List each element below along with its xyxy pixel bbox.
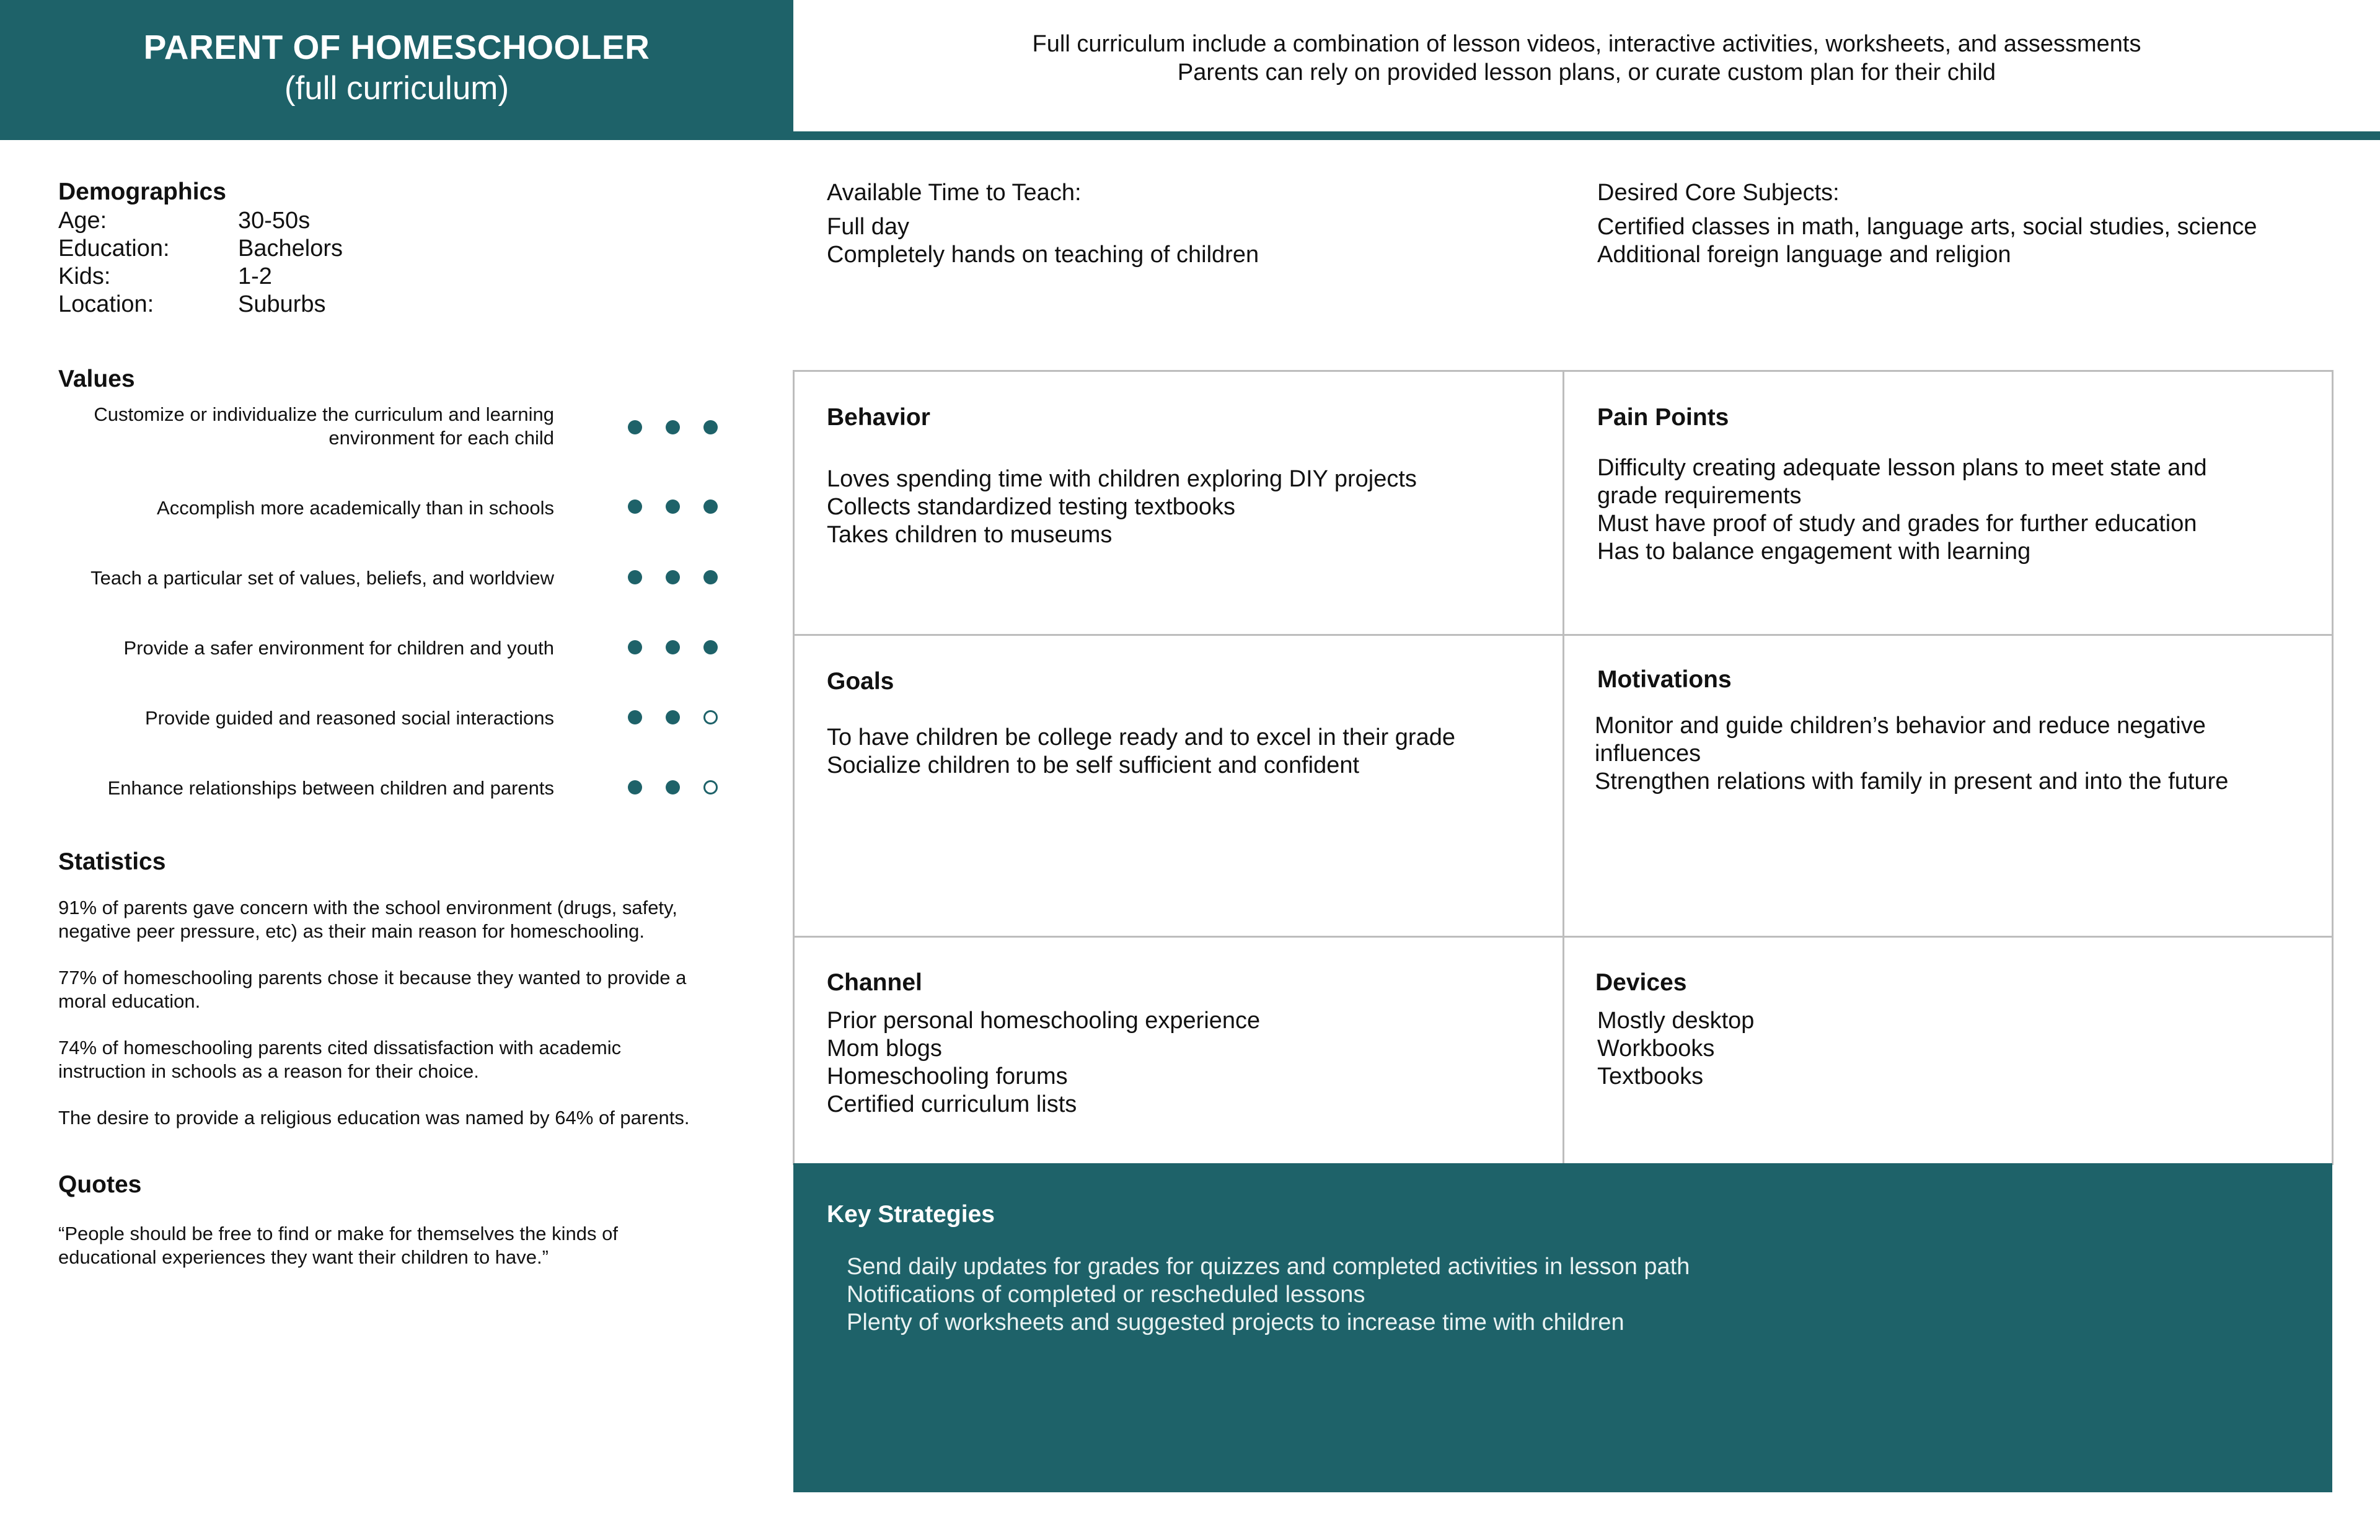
header-description-line: Parents can rely on provided lesson plans, or curate custom plan for their child <box>1177 59 1996 86</box>
rating-dot-filled <box>628 420 642 434</box>
rating-dot-filled <box>628 499 642 514</box>
statistic-line: 91% of parents gave concern with the school environment (drugs, safety, <box>58 897 677 918</box>
statistic-item <box>58 966 740 1013</box>
pain-points-heading: Pain Points <box>1597 404 1729 431</box>
rating-dot-empty <box>703 780 718 794</box>
rating-dot-empty <box>703 710 718 724</box>
motivations-list <box>1595 712 2228 796</box>
core-subjects-heading: Desired Core Subjects: <box>1597 180 1840 206</box>
devices-list <box>1597 1007 1754 1091</box>
rating-dot-filled <box>628 710 642 724</box>
motivations-line: influences <box>1595 741 1701 767</box>
quote-text <box>58 1222 740 1269</box>
goals-line: To have children be college ready and to excel in their grade <box>827 724 1455 750</box>
values-heading: Values <box>58 366 135 392</box>
key-strategies-heading: Key Strategies <box>827 1201 995 1228</box>
key-strategy-line: Plenty of worksheets and suggested projects to increase time with children <box>847 1309 1624 1335</box>
rating-dot-filled <box>703 420 718 434</box>
rating-dot-filled <box>666 710 680 724</box>
time-to-teach-line: Completely hands on teaching of children <box>827 242 1259 268</box>
goals-heading: Goals <box>827 668 894 695</box>
rating-dot-filled <box>628 570 642 584</box>
key-strategy-line: Send daily updates for grades for quizzes and completed activities in lesson path <box>847 1254 1690 1280</box>
demographics-value: 30-50s <box>238 208 311 234</box>
statistic-line: negative peer pressure, etc) as their main reason for homeschooling. <box>58 920 645 942</box>
time-to-teach-list <box>827 213 1259 269</box>
quote-line: “People should be free to find or make for themselves the kinds of <box>58 1223 618 1244</box>
rating-dot-filled <box>666 570 680 584</box>
rating-dot-filled <box>703 499 718 514</box>
statistic-item <box>58 1036 740 1083</box>
goals-line: Socialize children to be self sufficient and confident <box>827 752 1360 778</box>
value-label: Accomplish more academically than in schools <box>157 497 554 519</box>
devices-heading: Devices <box>1595 969 1687 996</box>
value-label-line: Customize or individualize the curriculum and learning <box>94 403 554 425</box>
header-description <box>793 30 2380 87</box>
devices-line: Textbooks <box>1597 1063 1704 1089</box>
rating-dot-filled <box>703 570 718 584</box>
channel-heading: Channel <box>827 969 922 996</box>
statistic-line: instruction in schools as a reason for their choice. <box>58 1060 479 1082</box>
pain-points-line: Difficulty creating adequate lesson plans to meet state and <box>1597 455 2207 481</box>
statistic-item <box>58 1106 740 1130</box>
page-title: PARENT OF HOMESCHOOLER <box>143 28 650 66</box>
statistics-heading: Statistics <box>58 848 166 875</box>
demographics-list <box>58 207 343 319</box>
time-to-teach-heading: Available Time to Teach: <box>827 180 1082 206</box>
statistic-line: 74% of homeschooling parents cited dissatisfaction with academic <box>58 1037 622 1058</box>
demographics-label: Education: <box>58 235 170 262</box>
motivations-line: Monitor and guide children’s behavior and reduce negative <box>1595 713 2206 739</box>
channel-line: Prior personal homeschooling experience <box>827 1008 1261 1034</box>
channel-line: Certified curriculum lists <box>827 1091 1077 1117</box>
core-subjects-list <box>1597 213 2257 269</box>
statistic-line: moral education. <box>58 990 201 1012</box>
value-label <box>58 403 554 450</box>
time-to-teach-line: Full day <box>827 214 910 240</box>
core-subjects-line: Additional foreign language and religion <box>1597 242 2011 268</box>
pain-points-list <box>1597 454 2207 566</box>
devices-line: Workbooks <box>1597 1036 1715 1062</box>
demographics-row <box>58 235 343 263</box>
demographics-value: Suburbs <box>238 291 326 317</box>
rating-dot-filled <box>703 640 718 654</box>
goals-list <box>827 724 1455 780</box>
quote-line: educational experiences they want their children to have.” <box>58 1246 549 1268</box>
channel-list <box>827 1007 1260 1119</box>
demographics-value: Bachelors <box>238 235 343 262</box>
value-label: Provide guided and reasoned social interactions <box>144 707 554 729</box>
statistic-line: 77% of homeschooling parents chose it because they wanted to provide a <box>58 967 687 988</box>
goals-panel <box>793 634 1564 938</box>
behavior-line: Takes children to museums <box>827 522 1113 548</box>
pain-points-line: grade requirements <box>1597 483 1802 509</box>
demographics-heading: Demographics <box>58 178 226 205</box>
header-rule <box>793 131 2380 140</box>
pain-points-line: Has to balance engagement with learning <box>1597 539 2031 565</box>
demographics-row <box>58 207 343 235</box>
behavior-list <box>827 465 1417 549</box>
rating-dot-filled <box>666 420 680 434</box>
value-label: Teach a particular set of values, beliefs, and worldview <box>90 567 554 589</box>
header-description-line: Full curriculum include a combination of lesson videos, interactive activities, worksheets, and assessments <box>1032 31 2141 57</box>
core-subjects-line: Certified classes in math, language arts, social studies, science <box>1597 214 2257 240</box>
page-subtitle: (full curriculum) <box>284 70 509 107</box>
demographics-label: Kids: <box>58 263 111 289</box>
rating-dot-filled <box>628 780 642 794</box>
quotes-heading: Quotes <box>58 1171 142 1198</box>
demographics-label: Age: <box>58 208 107 234</box>
behavior-line: Collects standardized testing textbooks <box>827 494 1236 520</box>
rating-dot-filled <box>666 780 680 794</box>
value-label-line: environment for each child <box>328 427 554 449</box>
behavior-line: Loves spending time with children exploring DIY projects <box>827 466 1417 492</box>
key-strategy-line: Notifications of completed or rescheduled lessons <box>847 1282 1365 1308</box>
demographics-row <box>58 263 343 291</box>
statistic-line: The desire to provide a religious education was named by 64% of parents. <box>58 1107 690 1129</box>
rating-dot-filled <box>666 499 680 514</box>
demographics-label: Location: <box>58 291 154 317</box>
behavior-heading: Behavior <box>827 404 930 431</box>
statistic-item <box>58 896 740 943</box>
demographics-value: 1-2 <box>238 263 272 289</box>
pain-points-line: Must have proof of study and grades for further education <box>1597 511 2197 537</box>
channel-line: Mom blogs <box>827 1036 942 1062</box>
rating-dot-filled <box>628 640 642 654</box>
channel-line: Homeschooling forums <box>827 1063 1068 1089</box>
motivations-heading: Motivations <box>1597 666 1732 693</box>
devices-line: Mostly desktop <box>1597 1008 1755 1034</box>
value-label: Enhance relationships between children and parents <box>107 777 554 799</box>
value-label: Provide a safer environment for children and youth <box>123 637 554 659</box>
motivations-line: Strengthen relations with family in present and into the future <box>1595 768 2229 794</box>
rating-dot-filled <box>666 640 680 654</box>
demographics-row <box>58 291 343 319</box>
